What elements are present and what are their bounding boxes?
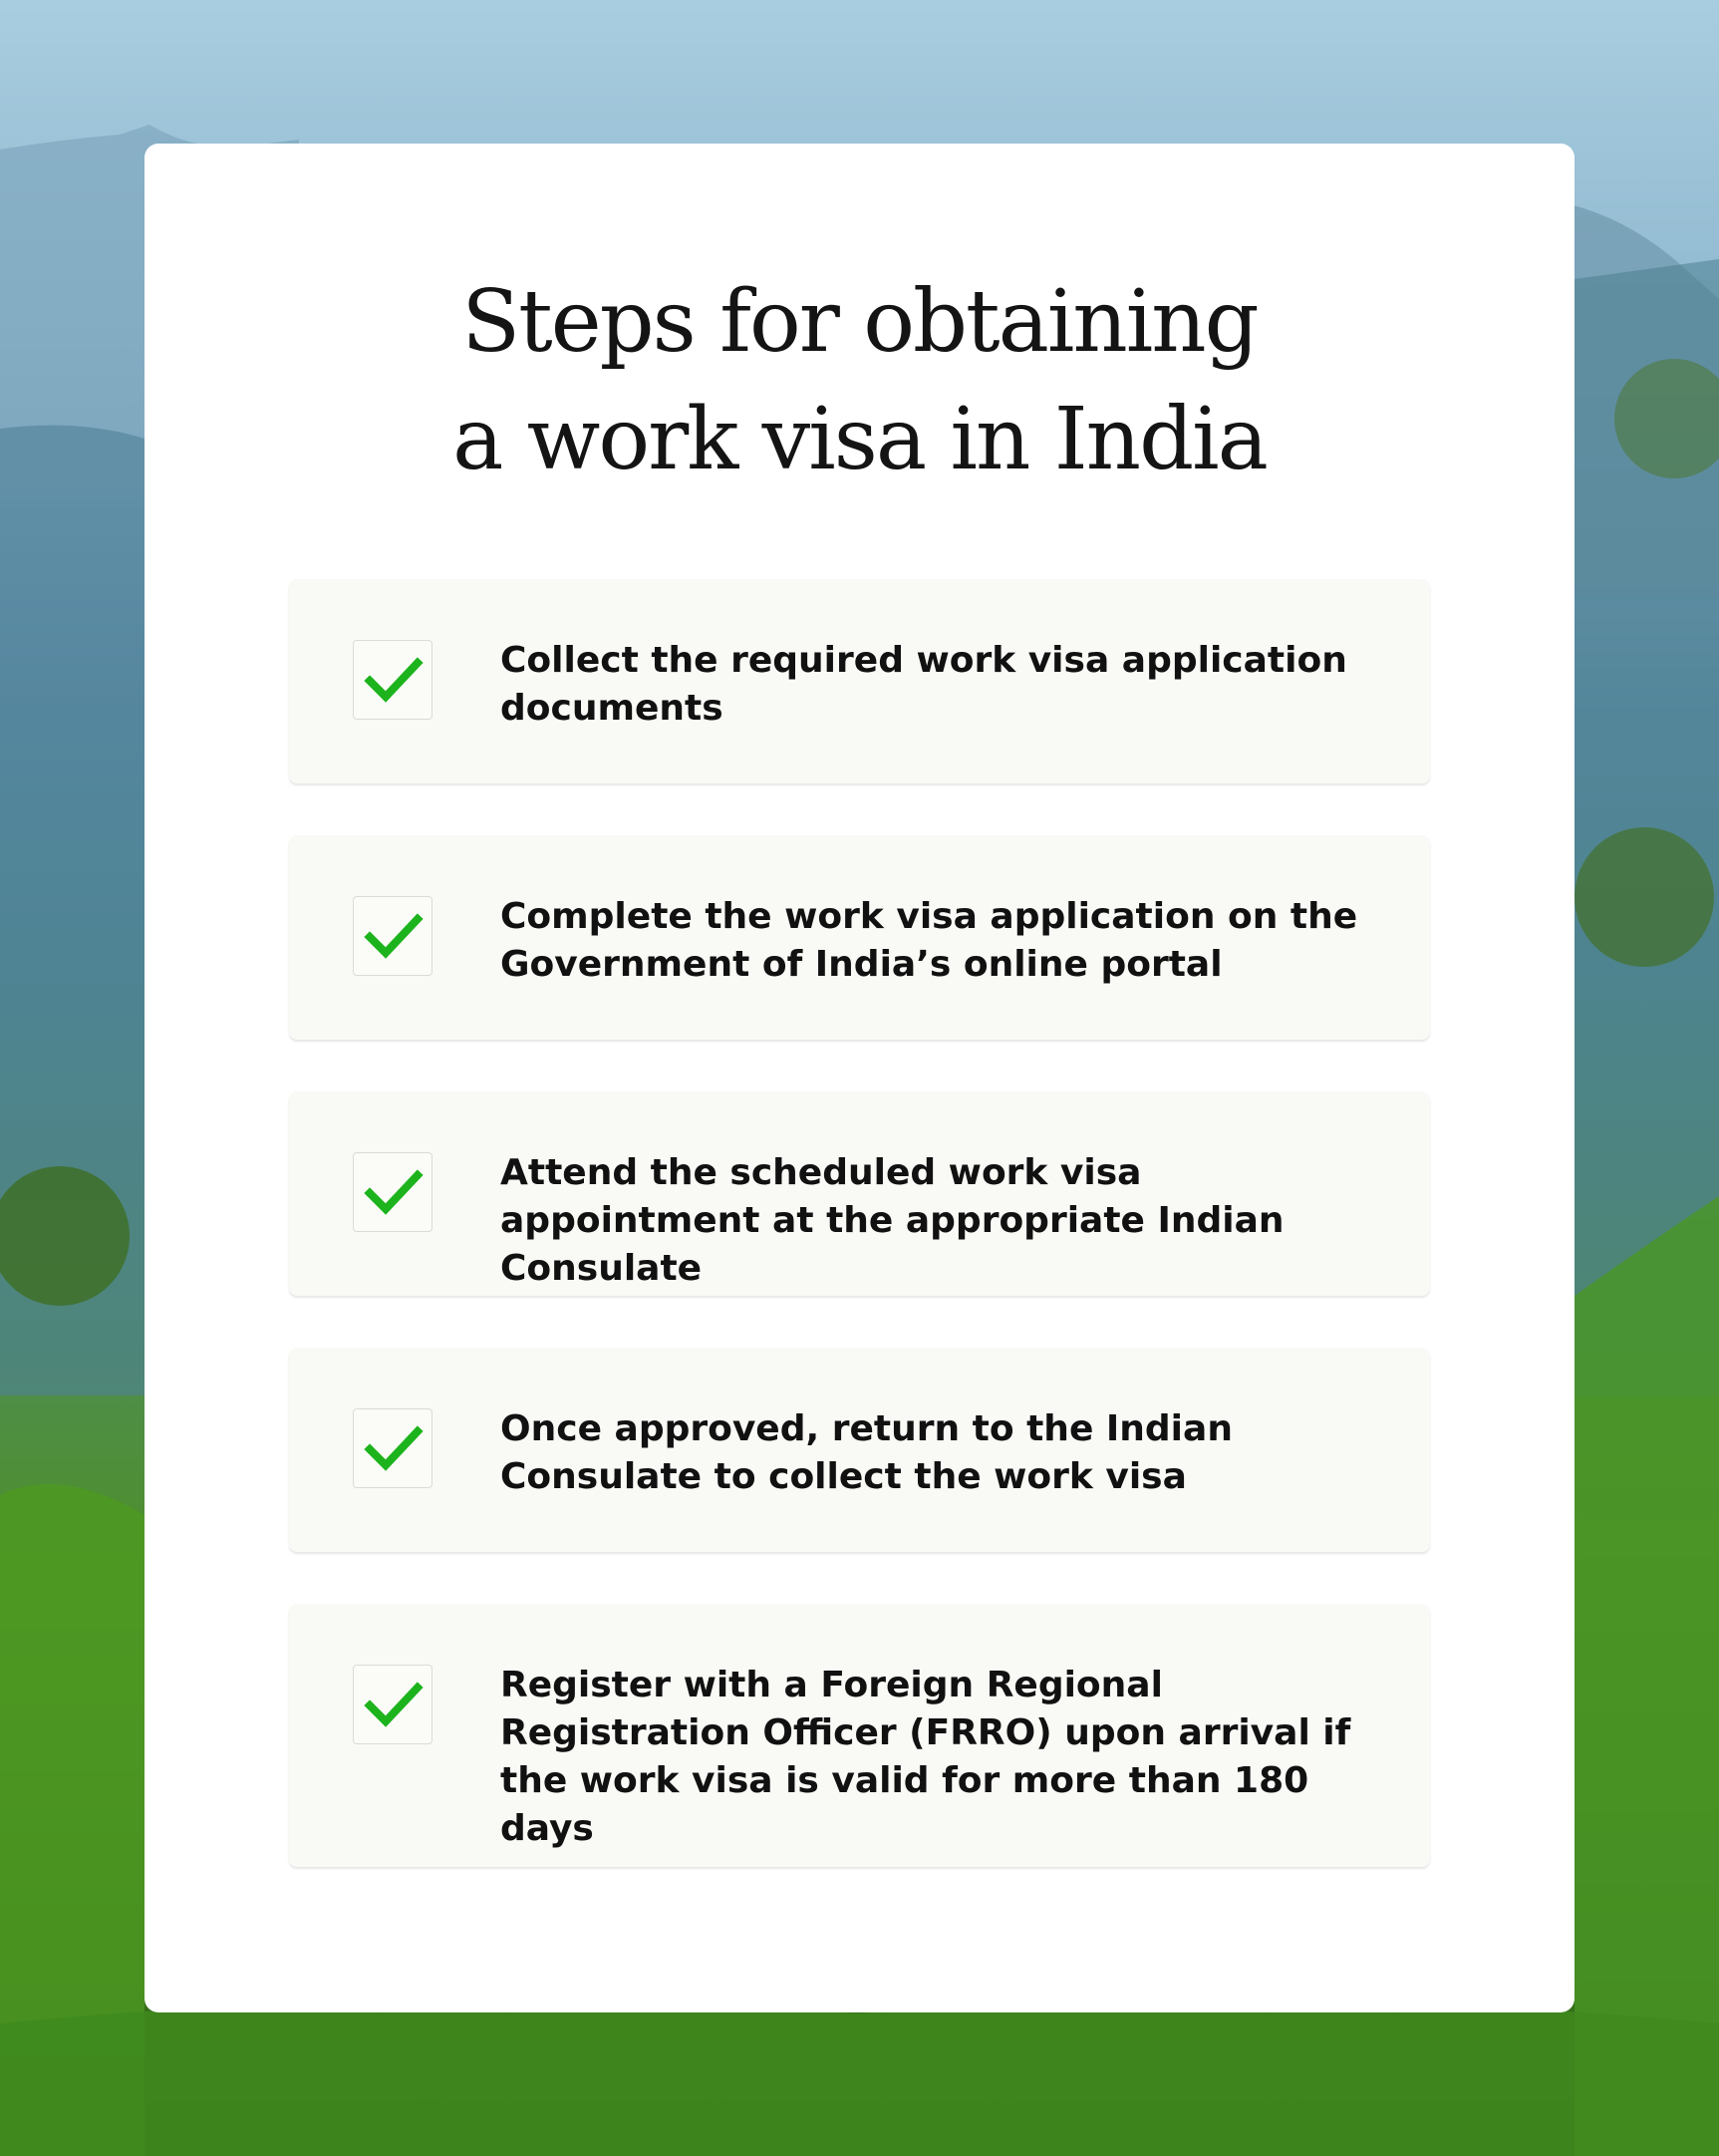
step-item (289, 579, 1430, 783)
title-line-1: Steps for obtaining (461, 272, 1258, 372)
step-text: Complete the work visa application on the Government of India’s online portal (500, 896, 1358, 985)
checkmark-icon (364, 1678, 424, 1733)
page-title (144, 263, 1575, 498)
checkmark-icon (364, 1421, 424, 1477)
step-text: Attend the scheduled work visa appointment at the appropriate Indian Consulate (500, 1152, 1285, 1289)
info-card (144, 144, 1575, 2012)
step-item (289, 1604, 1430, 1867)
step-item (289, 835, 1430, 1040)
checkbox-checked (353, 1152, 432, 1232)
checkbox-checked (353, 1408, 432, 1488)
step-item (289, 1091, 1430, 1296)
checkmark-icon (364, 1165, 424, 1221)
title-line-2: a work visa in India (452, 390, 1267, 489)
checkbox-checked (353, 640, 432, 720)
checkmark-icon (364, 909, 424, 965)
checkbox-checked (353, 1665, 432, 1744)
step-text: Collect the required work visa application documents (500, 640, 1347, 729)
step-item (289, 1348, 1430, 1552)
step-text: Once approved, return to the Indian Consulate to collect the work visa (500, 1408, 1233, 1497)
checkmark-icon (364, 653, 424, 709)
step-text: Register with a Foreign Regional Registration Officer (FRRO) upon arrival if the work visa is valid for more than 180 days (500, 1665, 1351, 1849)
checkbox-checked (353, 896, 432, 976)
